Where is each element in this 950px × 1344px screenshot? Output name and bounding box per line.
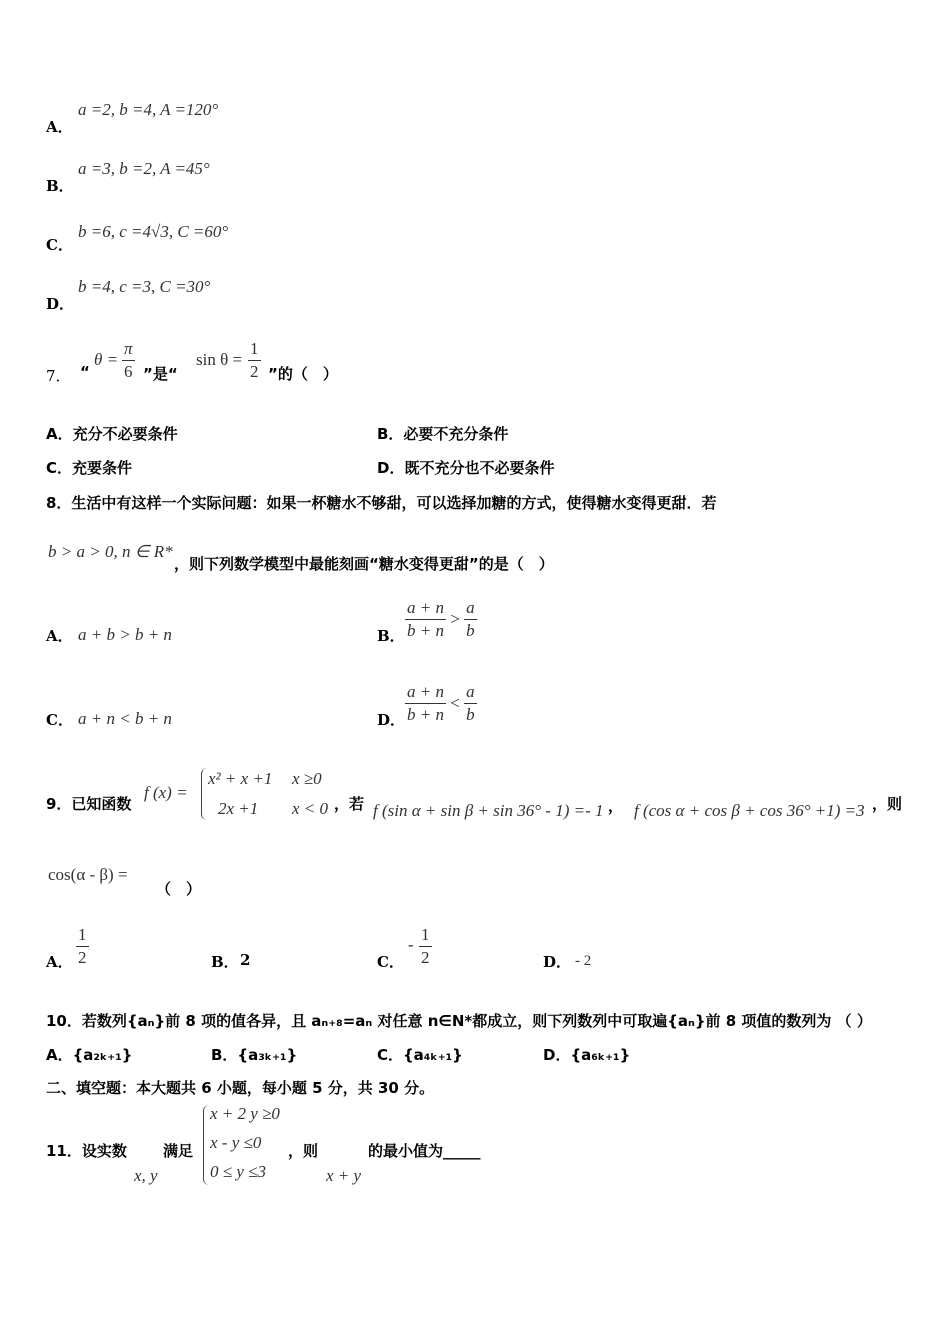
q9-comma: ， bbox=[608, 797, 624, 815]
q7-two: 2 bbox=[250, 362, 259, 381]
q11-target: x + y bbox=[326, 1166, 362, 1185]
q9-c-denominator: 2 bbox=[421, 948, 430, 967]
q11-constraint-1: x + 2 y ≥0 bbox=[210, 1104, 280, 1123]
q9-a-numerator: 1 bbox=[76, 924, 89, 947]
q8-stem-line2: ，则下列数学模型中最能刻画“糖水变得更甜”的是（ ） bbox=[174, 555, 554, 573]
q8-d-numerator: a + n bbox=[405, 681, 446, 704]
q10-option-a: A．{a₂ₖ₊₁} bbox=[46, 1046, 133, 1064]
q11-constraint-2: x - y ≤0 bbox=[210, 1133, 262, 1152]
q6-option-c-label: C． bbox=[46, 236, 73, 254]
q6-option-a-expr: a =2, b =4, A =120° bbox=[78, 100, 219, 119]
q9-option-b-value: 2 bbox=[240, 951, 251, 969]
q9-ruo: ，若 bbox=[334, 795, 365, 813]
q9-option-c-label: C． bbox=[377, 953, 404, 971]
q8-option-d-label: D． bbox=[377, 711, 406, 729]
q8-option-b-label: B． bbox=[377, 627, 405, 645]
q11-manzu: 满足 bbox=[163, 1142, 194, 1160]
q7-option-a: A．充分不必要条件 bbox=[46, 425, 178, 443]
q10-option-d: D．{a₆ₖ₊₁} bbox=[543, 1046, 631, 1064]
q8-d-operator: < bbox=[450, 693, 460, 713]
q8-option-c-label: C． bbox=[46, 711, 73, 729]
q11-lead: 11．设实数 bbox=[46, 1142, 127, 1160]
q11-tail: 的最小值为_____ bbox=[368, 1142, 481, 1160]
q9-c-numerator: 1 bbox=[419, 924, 432, 947]
q9-option-a-fraction bbox=[76, 924, 89, 969]
q9-paren: （ ） bbox=[156, 880, 202, 898]
q7-tail: ”的（ ） bbox=[268, 365, 338, 383]
q7-theta-lhs: θ = bbox=[94, 350, 119, 369]
q8-d-rhs-numerator: a bbox=[464, 681, 477, 704]
q10-option-b: B．{a₃ₖ₊₁} bbox=[211, 1046, 298, 1064]
q8-b-numerator: a + n bbox=[405, 597, 446, 620]
q7-sin-lhs: sin θ = bbox=[196, 350, 243, 369]
q7-one: 1 bbox=[248, 338, 261, 361]
q9-option-a-label: A． bbox=[46, 953, 73, 971]
q9-cond1: x ≥0 bbox=[292, 769, 322, 788]
q9-equation-1: f (sin α + sin β + sin 36° - 1) =- 1 bbox=[373, 801, 604, 820]
q6-option-c-expr: b =6, c =4√3, C =60° bbox=[78, 222, 229, 241]
q7-option-c: C．充要条件 bbox=[46, 459, 133, 477]
q7-pi-fraction bbox=[122, 338, 144, 383]
q8-b-denominator: b + n bbox=[407, 621, 444, 640]
q8-d-denominator: b + n bbox=[407, 705, 444, 724]
q8-option-d-expr bbox=[405, 681, 477, 726]
q11-constraint-3: 0 ≤ y ≤3 bbox=[210, 1162, 266, 1181]
q9-option-d-value: - 2 bbox=[575, 953, 592, 969]
q9-fx: f (x) = bbox=[144, 783, 188, 802]
q8-option-c-expr: a + n < b + n bbox=[78, 709, 172, 728]
q6-option-b-expr: a =3, b =2, A =45° bbox=[78, 159, 210, 178]
q6-option-b-label: B． bbox=[46, 177, 74, 195]
q7-pi: π bbox=[122, 338, 135, 361]
q11-ze: ，则 bbox=[288, 1142, 319, 1160]
q8-d-rhs-denominator: b bbox=[466, 705, 475, 724]
q6-option-d-expr: b =4, c =3, C =30° bbox=[78, 277, 211, 296]
q6-option-a-label: A． bbox=[46, 118, 73, 136]
q7-open-quote: “ bbox=[80, 363, 90, 381]
q7-option-b: B．必要不充分条件 bbox=[377, 425, 509, 443]
q9-cond2: x < 0 bbox=[292, 799, 329, 818]
q9-option-d-label: D． bbox=[543, 953, 572, 971]
q9-ask: cos(α - β) = bbox=[48, 865, 128, 884]
q9-case2: 2x +1 bbox=[218, 799, 259, 818]
q6-option-d-label: D． bbox=[46, 295, 75, 313]
q9-equation-2: f (cos α + cos β + cos 36° +1) =3 bbox=[634, 801, 865, 820]
q9-option-b-label: B． bbox=[211, 953, 239, 971]
q8-option-a-expr: a + b > b + n bbox=[78, 625, 172, 644]
q9-case1: x² + x +1 bbox=[208, 769, 273, 788]
q8-stem-line1: 8．生活中有这样一个实际问题：如果一杯糖水不够甜，可以选择加糖的方式，使得糖水变得更甜．若 bbox=[46, 494, 717, 512]
q8-b-operator: > bbox=[450, 609, 460, 629]
q8-b-rhs-denominator: b bbox=[466, 621, 475, 640]
q7-six: 6 bbox=[124, 362, 133, 381]
q9-lead: 9．已知函数 bbox=[46, 795, 132, 813]
q8-condition: b > a > 0, n ∈ R* bbox=[48, 542, 173, 561]
q8-option-b-expr bbox=[405, 597, 477, 642]
q9-ze: ，则 bbox=[872, 795, 903, 813]
q10-stem: 10．若数列{aₙ}前 8 项的值各异，且 aₙ₊₈=aₙ 对任意 n∈N*都成立，则下列数列中可取遍{aₙ}前 8 项值的数列为 （ ） bbox=[46, 1012, 872, 1030]
q9-a-denominator: 2 bbox=[78, 948, 87, 967]
q9-option-c-fraction bbox=[419, 924, 432, 969]
q7-number: 7． bbox=[46, 367, 71, 385]
q10-option-c: C．{a₄ₖ₊₁} bbox=[377, 1046, 463, 1064]
q8-b-rhs-numerator: a bbox=[464, 597, 477, 620]
q11-system-brace bbox=[203, 1105, 210, 1185]
q11-vars: x, y bbox=[134, 1166, 158, 1185]
q7-mid-text: ”是“ bbox=[143, 365, 178, 383]
q8-option-a-label: A． bbox=[46, 627, 73, 645]
q9-option-c-sign: - bbox=[408, 935, 414, 954]
q9-piecewise-brace bbox=[201, 768, 208, 820]
section-2-heading: 二、填空题：本大题共 6 小题，每小题 5 分，共 30 分。 bbox=[46, 1079, 435, 1097]
q7-half-fraction bbox=[248, 338, 268, 383]
q7-option-d: D．既不充分也不必要条件 bbox=[377, 459, 555, 477]
